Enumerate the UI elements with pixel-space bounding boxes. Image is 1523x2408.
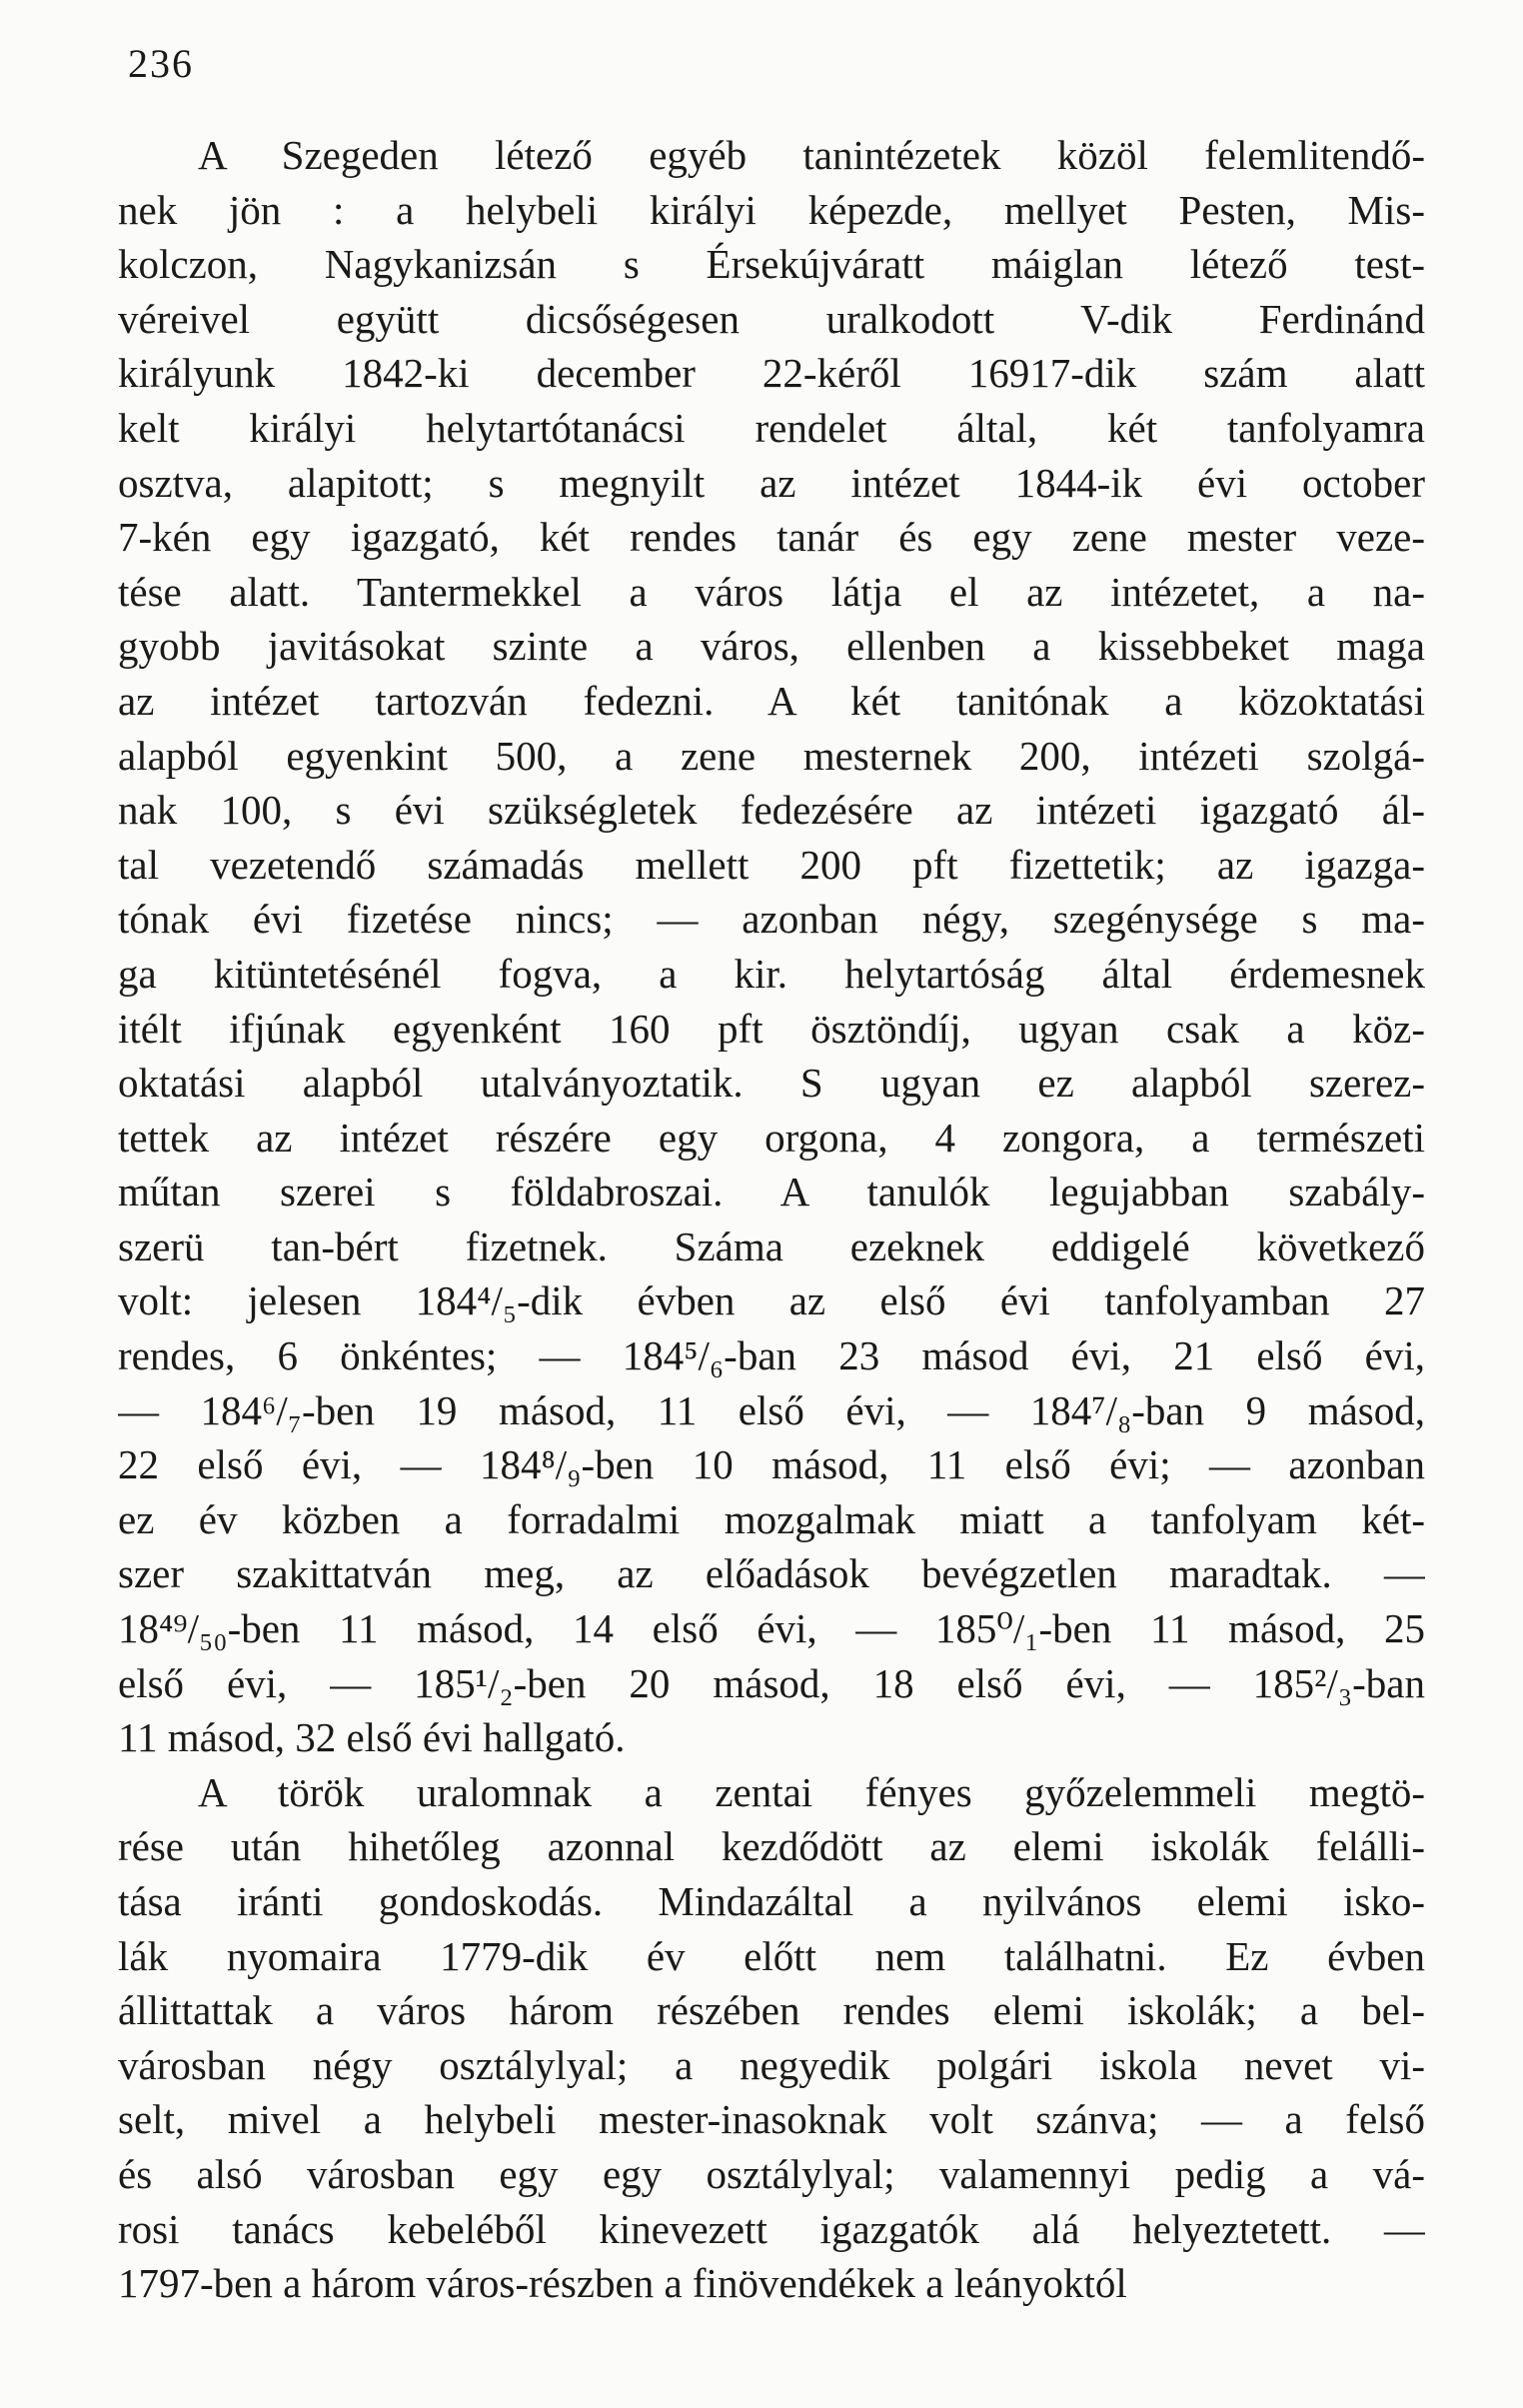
text-line: nak 100, s évi szükségletek fedezésére az intézeti igazgató ál-	[118, 787, 1425, 834]
text-line: ez év közben a forradalmi mozgalmak miatt a tanfolyam két-	[118, 1495, 1425, 1542]
text-line: tása iránti gondoskodás. Mindazáltal a nyilvános elemi isko-	[118, 1878, 1425, 1924]
text-line: 11 másod, 32 első évi hallgató.	[118, 1714, 626, 1761]
text-block	[118, 128, 1425, 2311]
text-line: — 184⁶/₇-ben 19 másod, 11 első évi, — 184⁷/₈-ban 9 másod,	[118, 1386, 1425, 1433]
text-line: A török uralomnak a zentai fényes győzelemmeli megtö-	[198, 1768, 1425, 1815]
text-line: rése után hihetőleg azonnal kezdődött az elemi iskolák felálli-	[118, 1823, 1425, 1870]
page-number: 236	[128, 41, 194, 86]
text-line: 18⁴⁹/₅₀-ben 11 másod, 14 első évi, — 185⁰/₁-ben 11 másod, 25	[118, 1605, 1425, 1652]
text-line: tése alatt. Tantermekkel a város látja el az intézetet, a na-	[118, 568, 1425, 615]
text-line: 7-kén egy igazgató, két rendes tanár és egy zene mester veze-	[118, 514, 1425, 561]
text-line: rendes, 6 önkéntes; — 184⁵/₆-ban 23 másod évi, 21 első évi,	[118, 1332, 1425, 1379]
text-line: műtan szerei s földabroszai. A tanulók legujabban szabály-	[118, 1169, 1425, 1215]
text-line: selt, mivel a helybeli mester-inasoknak volt szánva; — a felső	[118, 2096, 1425, 2143]
text-line: ga kitüntetésénél fogva, a kir. helytartóság által érdemesnek	[118, 950, 1425, 997]
text-line: az intézet tartozván fedezni. A két tanitónak a közoktatási	[118, 677, 1425, 724]
paragraph-2	[118, 1765, 1425, 2311]
text-line: lák nyomaira 1779-dik év előtt nem találhatni. Ez évben	[118, 1932, 1425, 1979]
text-line: nek jön : a helybeli királyi képezde, mellyet Pesten, Mis-	[118, 186, 1425, 233]
text-line: tónak évi fizetése nincs; — azonban négy, szegénysége s ma-	[118, 896, 1425, 943]
text-line: rosi tanács kebeléből kinevezett igazgatók alá helyeztetett. —	[118, 2205, 1425, 2252]
text-line: 22 első évi, — 184⁸/₉-ben 10 másod, 11 első évi; — azonban	[118, 1441, 1425, 1488]
text-line: kolczon, Nagykanizsán s Érsekújváratt máiglan létező test-	[118, 241, 1425, 288]
text-line: oktatási alapból utalványoztatik. S ugyan ez alapból szerez-	[118, 1060, 1425, 1107]
text-line: A Szegeden létező egyéb tanintézetek közöl felemlitendő-	[198, 132, 1425, 178]
text-line: szer szakittatván meg, az előadások bevégzetlen maradtak. —	[118, 1550, 1425, 1597]
text-line: állittattak a város három részében rendes elemi iskolák; a bel-	[118, 1987, 1425, 2034]
text-line: volt: jelesen 184⁴/₅-dik évben az első évi tanfolyamban 27	[118, 1277, 1425, 1324]
text-line: gyobb javitásokat szinte a város, ellenben a kissebbeket maga	[118, 623, 1425, 670]
text-line: szerü tan-bért fizetnek. Száma ezeknek eddigelé következő	[118, 1222, 1425, 1269]
paragraph-1	[118, 128, 1425, 1765]
text-line: alapból egyenkint 500, a zene mesternek 200, intézeti szolgá-	[118, 732, 1425, 779]
text-line: véreivel együtt dicsőségesen uralkodott V-dik Ferdinánd	[118, 295, 1425, 342]
text-line: itélt ifjúnak egyenként 160 pft ösztöndíj, ugyan csak a köz-	[118, 1005, 1425, 1052]
text-line: 1797-ben a három város-részben a finövendékek a leányoktól	[118, 2260, 1127, 2307]
text-line: tal vezetendő számadás mellett 200 pft fizettetik; az igazga-	[118, 841, 1425, 888]
text-line: királyunk 1842-ki december 22-kéről 16917-dik szám alatt	[118, 350, 1425, 397]
text-line: és alsó városban egy egy osztálylyal; valamennyi pedig a vá-	[118, 2150, 1425, 2197]
text-line: városban négy osztálylyal; a negyedik polgári iskola nevet vi-	[118, 2041, 1425, 2088]
text-line: kelt királyi helytartótanácsi rendelet által, két tanfolyamra	[118, 404, 1425, 451]
text-line: tettek az intézet részére egy orgona, 4 zongora, a természeti	[118, 1114, 1425, 1161]
text-line: osztva, alapitott; s megnyilt az intézet 1844-ik évi october	[118, 459, 1425, 506]
text-line: első évi, — 185¹/₂-ben 20 másod, 18 első évi, — 185²/₃-ban	[118, 1659, 1425, 1706]
